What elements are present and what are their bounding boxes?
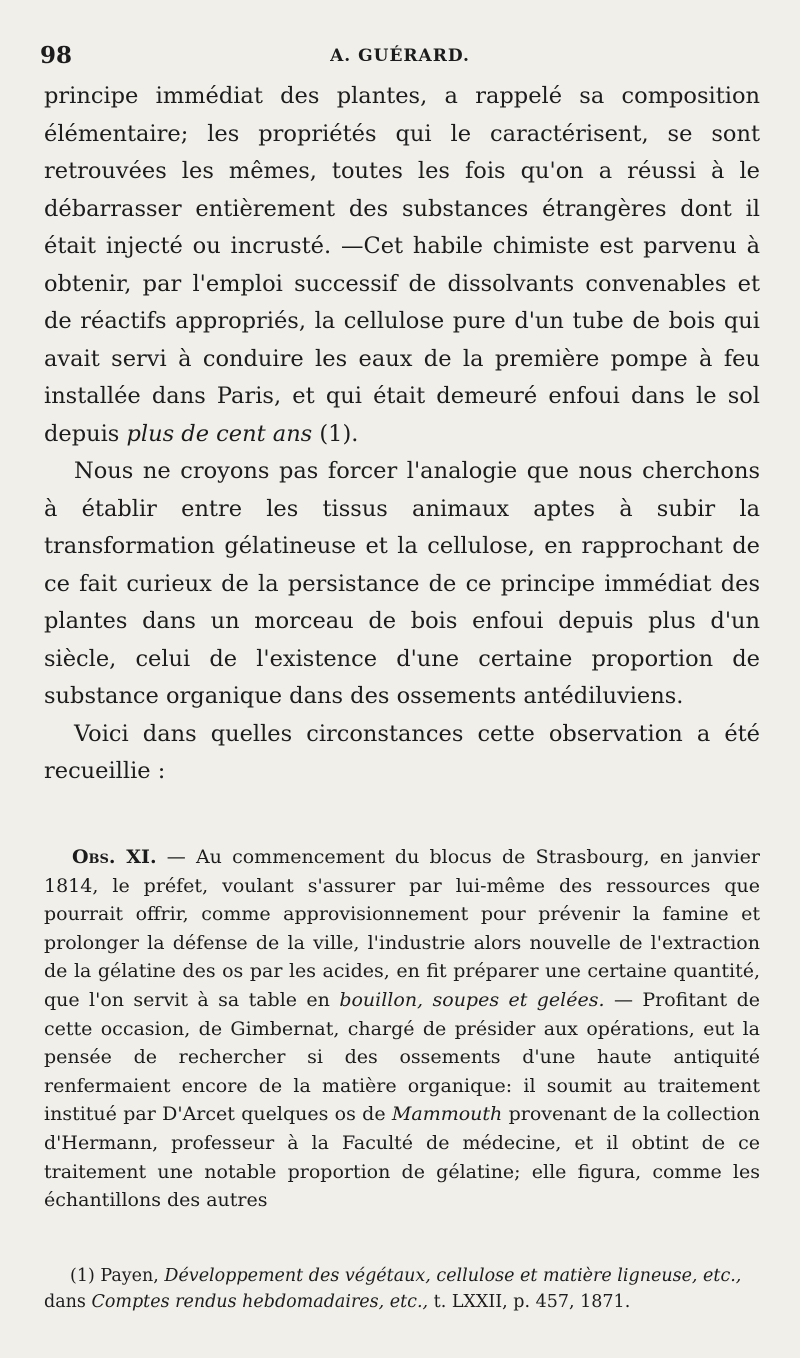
footnote [44,1263,760,1315]
paragraph-3: Voici dans quelles circonstances cette observation a été recueillie : [44,720,760,784]
footnote-body [44,1263,760,1315]
footnote-marker: (1) [70,1266,95,1286]
paragraph-1-text: principe immédiat des plantes, a rappelé sa composition élémentaire; les propriétés qui le caractérisent, se sont retrouvées les mêmes, toutes les fois qu'on a réussi à le débarrasser entièrement des substances étrangères dont il était injecté ou incrusté. —Cet habile chimiste est parvenu à obtenir, par l'emploi successif de dissolvants convenables et de réactifs appropriés, la cellulose pure d'un tube de bois qui avait servi à conduire les eaux de la première pompe à feu installée dans Paris, et qui était demeuré enfoui dans le sol depuis [44,83,760,447]
footnote-italic-2: Comptes rendus hebdomadaires, etc., [91,1292,429,1312]
paragraph-1-end: (1). [312,420,359,447]
observation-italic-1: bouillon, soupes et gelées. [339,988,605,1011]
paragraph-1 [44,78,760,453]
footnote-author: Payen, [94,1266,165,1286]
observation-label: Obs. XI. [72,846,157,868]
observation-text-3: provenant de la collection d'Hermann, professeur à la Faculté de médecine, et il obtint de ce traitement une notable proportion de gélatine; elle figura, comme les échantillons des autres [44,1103,760,1212]
paragraph-1-italic: plus de cent ans [126,420,313,447]
running-head: A. GUÉRARD. [330,46,470,66]
observation-text-1: — Au commencement du blocus de Strasbourg, en janvier 1814, le préfet, voulant s'assurer par lui-même des ressources que pourrait offrir, comme approvisionnement pour prévenir la famine et prolonger la défense de la ville, l'industrie alors nouvelle de l'extraction de la gélatine des os par les acides, en fit préparer une certaine quantité, que l'on servit à sa table en [44,846,760,1011]
page-header [40,42,760,76]
page-number: 98 [40,42,73,69]
observation-italic-2: Mammouth [391,1103,503,1126]
observation-text-2: — Profitant de cette occasion, de Gimbernat, chargé de présider aux opérations, eut la pensée de rechercher si des ossements d'une haute antiquité renfermaient encore de la matière organique: il soumit au traitement institué par D'Arcet quelques os de [44,988,760,1126]
footnote-italic-1: Développement des végétaux, cellulose et matière ligneuse, etc., [164,1266,742,1286]
footnote-text-3: t. LXXII, p. 457, 1871. [428,1292,631,1312]
body-text [44,78,760,791]
footnote-text-2: dans [44,1292,92,1312]
observation-block [44,843,760,1215]
paragraph-2: Nous ne croyons pas forcer l'analogie que nous cherchons à établir entre les tissus animaux aptes à subir la transformation gélatineuse et la cellulose, en rapprochant de ce fait curieux de la persistance de ce principe immédiat des plantes dans un morceau de bois enfoui depuis plus d'un siècle, celui de l'existence d'une certaine proportion de substance organique dans des ossements antédiluviens. [44,458,760,709]
